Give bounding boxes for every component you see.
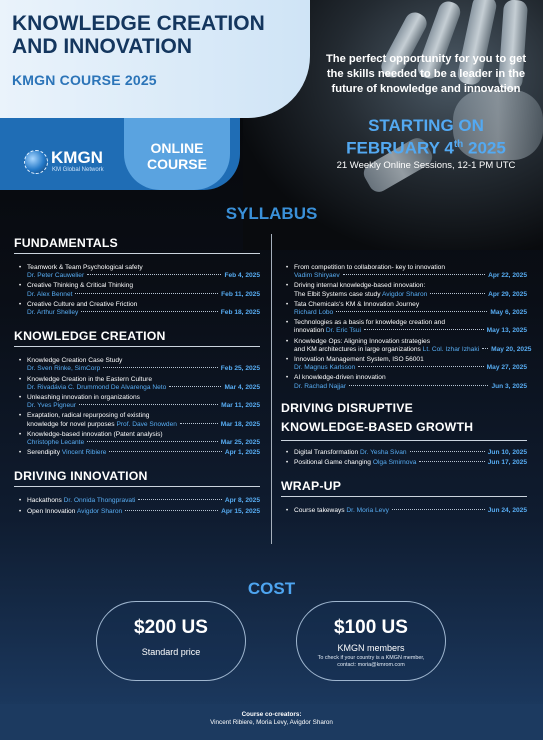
footer-heading: Course co-creators: (241, 711, 302, 718)
session-date: May 27, 2025 (486, 364, 527, 372)
leader-dots (392, 509, 485, 510)
session-title-wrap (294, 507, 389, 515)
disruptive-list (281, 449, 527, 467)
session-date: Apr 22, 2025 (488, 272, 527, 280)
session-item (14, 301, 260, 317)
leader-dots (482, 348, 488, 349)
session-item (281, 374, 527, 390)
start-year: 2025 (463, 138, 506, 158)
session-date: Mar 4, 2025 (224, 383, 260, 391)
session-title: • Driving internal knowledge-based innovation: (294, 282, 426, 290)
session-speaker: Dr. Magnus Karlsson (294, 364, 356, 372)
session-title: • From competition to collaboration- key to innovation (294, 264, 445, 271)
standard-price-label: Standard price (141, 647, 201, 657)
leader-dots (87, 441, 218, 442)
logo-subtitle: KM Global Network (52, 167, 104, 173)
session-title: • Teamwork & Team Psychological safety (27, 264, 143, 271)
session-item (14, 376, 260, 392)
session-date: Feb 25, 2025 (220, 365, 260, 373)
session-item (14, 394, 260, 410)
start-label: STARTING ON (368, 116, 484, 135)
online-course-badge (124, 118, 230, 190)
session-speaker: Christophe Lecante (27, 439, 85, 447)
footer-names: Vincent Ribiere, Moria Levy, Avigdor Sharon (210, 719, 333, 726)
leader-dots (343, 274, 485, 275)
start-month-day: FEBRUARY 4 (346, 138, 454, 158)
knowledge-creation-list (14, 357, 260, 457)
leader-dots (358, 366, 483, 367)
session-date: Mar 11, 2025 (221, 402, 260, 410)
session-item (281, 301, 527, 317)
session-title-line-2: knowledge for novel purposes (27, 420, 115, 428)
section-knowledge-creation: KNOWLEDGE CREATION (14, 329, 260, 347)
session-date: Apr 1, 2025 (224, 449, 260, 457)
session-title: • Unleashing innovation in organizations (27, 394, 140, 402)
page-title: KNOWLEDGE CREATION AND INNOVATION (12, 12, 265, 58)
cost-title: COST (247, 579, 296, 598)
session-date: May 13, 2025 (486, 327, 527, 335)
title-banner (0, 0, 310, 118)
session-item (281, 356, 527, 372)
session-title: • Technologies as a basis for knowledge creation and (294, 319, 446, 327)
column-divider (271, 234, 272, 544)
session-title: • Creative Thinking & Critical Thinking (27, 282, 134, 290)
session-title: • Exaptation, radical repurposing of existing (27, 412, 150, 420)
session-title-wrap (27, 508, 122, 516)
start-date (318, 116, 534, 158)
session-speaker: Lt. Col. Izhar Izhaki (422, 345, 480, 353)
session-speaker: Dr. Yves Pigneur (27, 402, 76, 410)
standard-price: $200 US (134, 617, 208, 638)
session-date: Mar 18, 2025 (220, 420, 260, 428)
session-item (14, 431, 260, 447)
leader-dots (410, 451, 485, 452)
session-speaker: Richard Lobo (294, 309, 334, 317)
leader-dots (81, 311, 217, 312)
session-item (281, 459, 527, 467)
leader-dots (364, 329, 484, 330)
start-ordinal: th (453, 139, 464, 150)
session-item (281, 507, 527, 515)
session-title: Course takeways (294, 507, 345, 515)
leader-dots (349, 385, 488, 386)
disruptive-heading-line-2: KNOWLEDGE-BASED GROWTH (281, 419, 474, 434)
session-item (14, 497, 260, 505)
session-date: Jun 10, 2025 (487, 448, 527, 456)
logo-name: KMGN (51, 148, 103, 167)
session-speaker: Dr. Arthur Shelley (27, 309, 79, 317)
session-title-cont (294, 291, 427, 299)
leader-dots (79, 404, 218, 405)
member-price: $100 US (334, 617, 408, 638)
session-title: • Creative Culture and Creative Friction (27, 300, 138, 308)
tagline: The perfect opportunity for you to get the skills needed to be a leader in the future of knowledge and innovation (325, 53, 527, 95)
session-speaker: Vadim Shiryaev (294, 272, 340, 280)
session-date: Jun 24, 2025 (487, 507, 527, 515)
session-title-wrap (294, 449, 407, 457)
session-date: Jun 3, 2025 (491, 382, 527, 390)
session-title: Serendipity (27, 449, 60, 457)
session-speaker: Dr. Rachad Najjar (294, 382, 347, 390)
session-title: • Tata Chemicals's KM & Innovation Journey (294, 300, 420, 308)
session-speaker: Dr. Rivadávia C. Drummond De Alvarenga Neto (27, 383, 167, 391)
leader-dots (169, 386, 221, 387)
session-title-wrap (294, 459, 416, 467)
syllabus-right-column (281, 264, 532, 517)
member-price-card (296, 601, 446, 681)
disruptive-heading-line-1: DRIVING DISRUPTIVE (281, 400, 414, 415)
session-title-cont (294, 346, 479, 354)
badge-line-1: ONLINE (150, 140, 204, 156)
session-title: • Knowledge Creation in the Eastern Culture (27, 375, 152, 383)
leader-dots (75, 293, 218, 294)
session-title-cont (294, 327, 361, 335)
section-driving-innovation: DRIVING INNOVATION (14, 469, 260, 487)
session-item (14, 449, 260, 457)
leader-dots (180, 423, 218, 424)
session-speaker: Vincent Ribiere (61, 449, 107, 457)
innovation-topics-list (281, 264, 532, 391)
member-contact[interactable]: contact: moria@kmrom.com (337, 662, 405, 668)
session-date: Jun 17, 2025 (487, 459, 527, 467)
globe-icon (24, 150, 48, 174)
leader-dots (125, 510, 218, 511)
session-item (281, 264, 527, 280)
session-title: • Knowledge Creation Case Study (27, 357, 123, 365)
session-item (281, 449, 527, 457)
session-date: May 20, 2025 (491, 345, 532, 353)
session-date: May 6, 2025 (490, 309, 527, 317)
session-title: • Innovation Management System, ISO 56001 (294, 356, 424, 364)
leader-dots (430, 293, 485, 294)
sessions-info: 21 Weekly Online Sessions, 12-1 PM UTC (336, 160, 516, 171)
session-date: Feb 18, 2025 (220, 309, 260, 317)
session-speaker: Olga Smirnova (372, 459, 417, 467)
member-note-line-1: To check if your country is a KMGN member, (317, 655, 425, 661)
session-item (14, 264, 260, 280)
session-item (14, 508, 260, 516)
session-date: Apr 29, 2025 (488, 290, 527, 298)
session-date: Feb 4, 2025 (224, 272, 260, 280)
session-speaker: Dr. Onnida Thongpravati (63, 497, 136, 505)
session-speaker: Avigdor Sharon (381, 290, 428, 298)
leader-dots (109, 451, 221, 452)
session-item (281, 319, 527, 335)
leader-dots (87, 274, 221, 275)
session-title-cont (27, 421, 177, 429)
footer (0, 704, 543, 740)
section-fundamentals: FUNDAMENTALS (14, 236, 260, 254)
session-date: Feb 11, 2025 (221, 290, 260, 298)
session-title: Positional Game changing (294, 459, 371, 467)
member-price-label: KMGN members (337, 643, 405, 653)
session-item (14, 282, 260, 298)
leader-dots (419, 461, 484, 462)
session-date: Apr 15, 2025 (221, 507, 260, 515)
session-item (281, 282, 527, 298)
session-title: Open Innovation (27, 507, 76, 515)
kmgn-logo (24, 148, 124, 178)
fundamentals-list (14, 264, 260, 317)
session-speaker: Dr. Sven Rinke, SimCorp (27, 365, 101, 373)
badge-line-2: COURSE (147, 156, 207, 172)
session-title: • Knowledge-based innovation (Patent analysis) (27, 430, 163, 438)
session-speaker: Dr. Alex Bennet (27, 290, 73, 298)
course-name: KMGN COURSE 2025 (12, 72, 157, 88)
leader-dots (336, 311, 487, 312)
session-date: Mar 25, 2025 (220, 439, 260, 447)
syllabus-left-column (14, 236, 260, 518)
session-speaker: Prof. Dave Snowden (116, 420, 177, 428)
start-date-value (318, 135, 534, 158)
session-title-wrap (27, 449, 106, 457)
session-item (14, 412, 260, 428)
session-title: Digital Transformation (294, 448, 359, 456)
section-driving-disruptive (281, 399, 527, 441)
member-note (297, 655, 445, 669)
wrap-up-list (281, 507, 527, 515)
session-title-wrap (27, 497, 135, 505)
session-title-line-2: innovation (294, 327, 325, 335)
session-speaker: Dr. Moria Levy (346, 507, 389, 515)
session-speaker: Avigdor Sharon (76, 507, 123, 515)
session-speaker: Dr. Peter Cauwelier (27, 272, 85, 280)
syllabus-title: SYLLABUS (225, 204, 318, 223)
session-speaker: Dr. Yesha Sivan (359, 448, 407, 456)
driving-innovation-list (14, 497, 260, 515)
session-date: Apr 8, 2025 (224, 497, 260, 505)
section-wrap-up: WRAP-UP (281, 479, 527, 497)
session-title: Hackathons (27, 497, 62, 505)
session-speaker: Dr. Eric Tsui (325, 327, 361, 335)
leader-dots (103, 367, 217, 368)
session-title-line-2: The Elbit Systems case study (294, 290, 381, 298)
session-item (281, 337, 532, 354)
standard-price-card (96, 601, 246, 681)
session-title: • AI knowledge-driven innovation (294, 374, 386, 382)
session-title: • Knowledge Ops: Aligning Innovation strategies (294, 337, 430, 345)
leader-dots (138, 499, 221, 500)
session-title-line-2: and KM architectures in large organizations (294, 345, 421, 353)
session-item (14, 357, 260, 373)
